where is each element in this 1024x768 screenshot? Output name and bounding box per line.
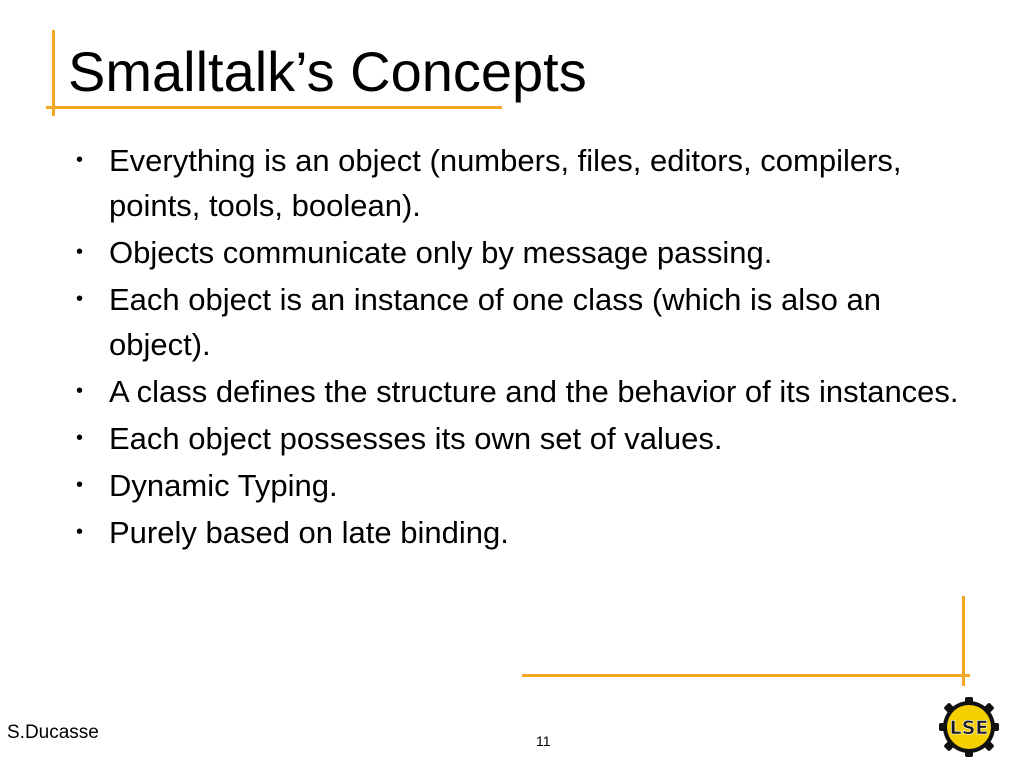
bullet-item xyxy=(70,416,970,461)
bullet-marker: • xyxy=(76,380,84,402)
bullet-marker: • xyxy=(76,427,84,449)
bullet-item xyxy=(70,463,970,508)
bullet-text: Everything is an object (numbers, files, editors, compilers, points, tools, boolean). xyxy=(109,143,902,223)
bullet-marker: • xyxy=(76,149,84,171)
accent-line-bottom-vertical xyxy=(962,596,965,686)
bullet-list xyxy=(70,138,970,557)
accent-line-bottom-horizontal xyxy=(522,674,970,677)
bullet-item xyxy=(70,230,970,275)
bullet-item xyxy=(70,510,970,555)
bullet-marker: • xyxy=(76,521,84,543)
bullet-text: Dynamic Typing. xyxy=(109,468,338,503)
bullet-item xyxy=(70,138,970,228)
bullet-marker: • xyxy=(76,288,84,310)
logo-text: LSE xyxy=(949,717,989,739)
bullet-item xyxy=(70,277,970,367)
bullet-text: Each object is an instance of one class (which is also an object). xyxy=(109,282,881,362)
bullet-item xyxy=(70,369,970,414)
bullet-text: Objects communicate only by message passing. xyxy=(109,235,773,270)
slide-title: Smalltalk’s Concepts xyxy=(68,40,587,103)
bullet-text: Purely based on late binding. xyxy=(109,515,509,550)
bullet-text: A class defines the structure and the behavior of its instances. xyxy=(109,374,959,409)
bullet-marker: • xyxy=(76,474,84,496)
accent-line-top-vertical xyxy=(52,30,55,116)
page-number: 11 xyxy=(536,733,551,749)
footer-author: S.Ducasse xyxy=(7,722,99,743)
bullet-marker: • xyxy=(76,241,84,263)
bullet-text: Each object possesses its own set of values. xyxy=(109,421,723,456)
lse-logo-icon xyxy=(930,696,1008,758)
